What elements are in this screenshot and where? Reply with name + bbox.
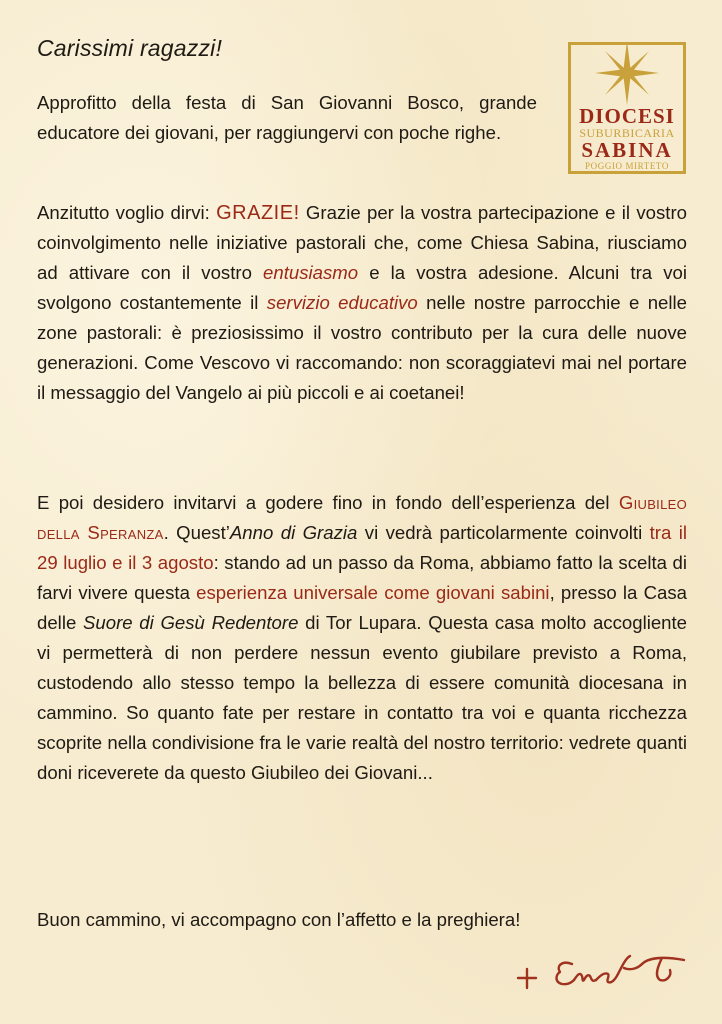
logo-poggio-mirteto-text: POGGIO MIRTETO [585, 161, 669, 171]
p2-text-b: . Quest’ [163, 522, 230, 543]
handwritten-signature [512, 950, 692, 1000]
p2-text-f: di Tor Lupara. Questa casa molto accogliente vi permetterà di non perdere nessun evento giubilare previsto a Roma, custodendo allo stesso tempo la bellezza di essere comunità diocesana in cammino. So quanto fate per restare in contatto tra voi e quanta ricchezza scoprite nella condivisione fra le varie realtà del nostro territorio: vedrete quanti doni riceverete da questo Giubileo dei Giovani... [37, 612, 688, 783]
dates-highlight: tra il 29 luglio e il 3 agosto [37, 522, 687, 573]
star-icon [591, 39, 663, 107]
p1-text-b: Grazie per la vostra partecipazione e il vostro coinvolgimento nelle iniziative pastorali che, come Chiesa Sabina, riusciamo ad attivare con il vostro [37, 202, 687, 283]
giubileo-highlight: Giubileo della Speranza [37, 492, 687, 543]
esperienza-highlight: esperienza universale come giovani sabini [196, 582, 550, 603]
diocese-logo [568, 42, 686, 174]
entusiasmo-highlight: entusiasmo [263, 262, 359, 283]
p1-text-c: e la vostra adesione. Alcuni tra voi svolgono costantemente il [37, 262, 687, 313]
servizio-educativo-highlight: servizio educativo [266, 292, 418, 313]
logo-suburbicaria-text: SUBURBICARIA [579, 126, 675, 140]
jubilee-paragraph [37, 488, 687, 788]
p1-text-d: nelle nostre parrocchie e nelle zone pastorali: è preziosissimo il vostro contributo per la cura delle nuove generazioni. Come Vescovo vi raccomando: non scoraggiatevi mai nel portare il messaggio del Vangelo ai più piccoli e ai coetanei! [37, 292, 688, 403]
p2-text-a: E poi desidero invitarvi a godere fino in fondo dell’esperienza del [37, 492, 619, 513]
p2-text-e: , presso la Casa delle [37, 582, 687, 633]
suore-text: Suore di Gesù Redentore [82, 612, 299, 633]
thanks-paragraph [37, 198, 687, 408]
logo-sabina-text: SABINA [581, 138, 673, 162]
anno-di-grazia-text: Anno di Grazia [229, 522, 358, 543]
p2-text-c: vi vedrà particolarmente coinvolti [357, 522, 650, 543]
closing-paragraph: Buon cammino, vi accompagno con l’affetto e la preghiera! [37, 909, 521, 930]
intro-paragraph: Approfitto della festa di San Giovanni Bosco, grande educatore dei giovani, per raggiungervi con poche righe. [37, 92, 537, 143]
p2-text-d: : stando ad un passo da Roma, abbiamo fatto la scelta di farvi vivere questa [37, 552, 688, 603]
greeting-heading: Carissimi ragazzi! [37, 35, 223, 61]
logo-diocesi-text: DIOCESI [579, 104, 675, 128]
grazie-highlight: GRAZIE! [216, 202, 300, 224]
p1-text-a: Anzitutto voglio dirvi: [37, 202, 217, 223]
